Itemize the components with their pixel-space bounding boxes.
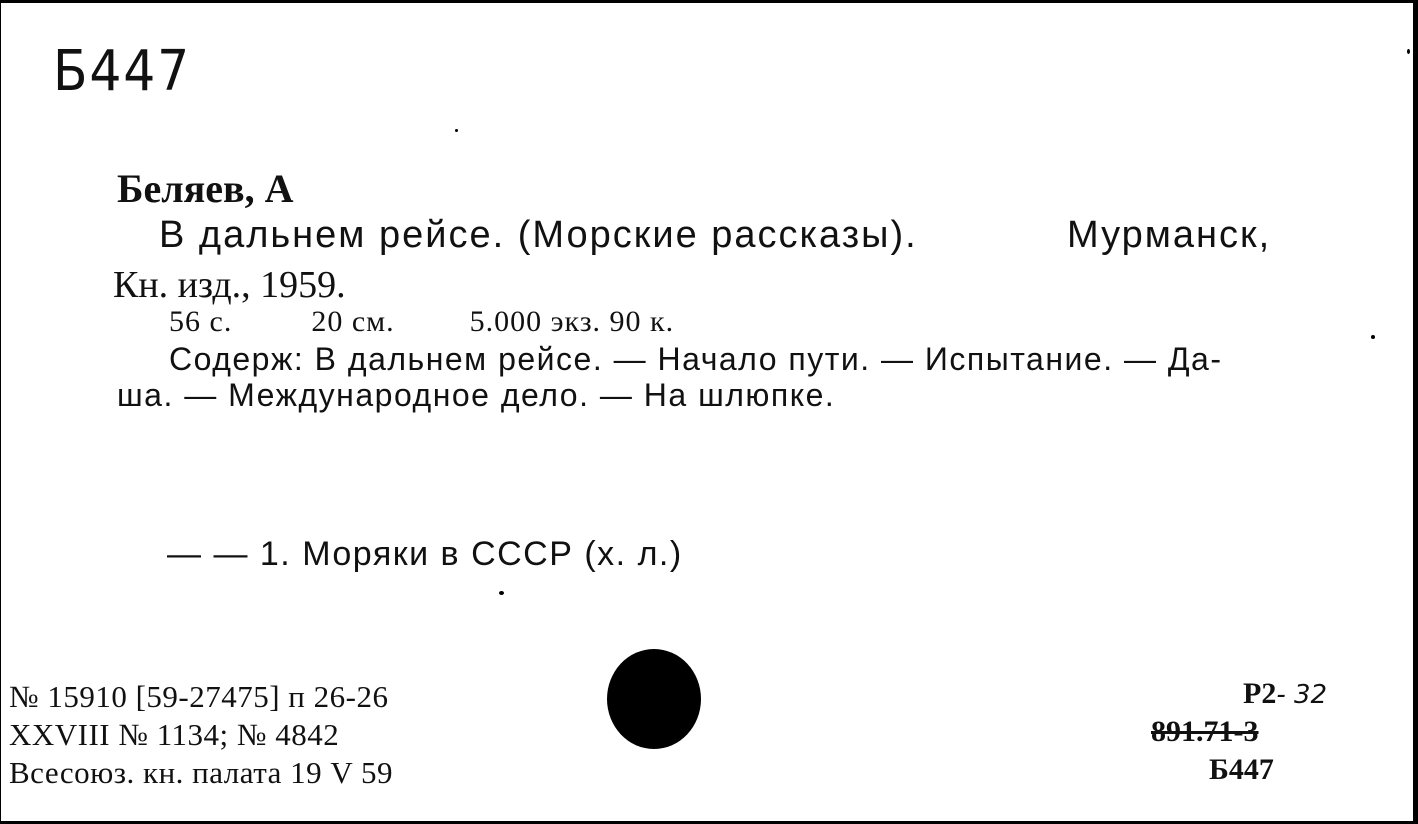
handwritten-call-number: Б447 — [53, 39, 191, 104]
punch-hole — [607, 649, 701, 749]
classification-code-3: Б447 — [1209, 753, 1274, 786]
speck — [499, 591, 504, 595]
speck — [1371, 335, 1375, 339]
publisher-line: Кн. изд., 1959. — [113, 264, 346, 306]
title-statement: В дальнем рейсе. (Морские рассказы). — [159, 214, 918, 256]
subject-heading: — — 1. Моряки в СССР (х. л.) — [167, 535, 683, 573]
classification-code-1-handwritten: - 32 — [1276, 680, 1328, 710]
size: 20 см. — [311, 305, 395, 338]
physical-description — [169, 305, 674, 339]
imprint-line-1: № 15910 [59-27475] п 26-26 — [9, 679, 389, 714]
publication-city: Мурманск, — [1067, 214, 1272, 256]
contents-note-line-1: Содерж: В дальнем рейсе. — Начало пути. — Испытание. — Да- — [169, 341, 1223, 377]
imprint-line-3: Всесоюз. кн. палата 19 V 59 — [9, 755, 393, 790]
contents-note-line-2: ша. — Международное дело. — На шлюпке. — [117, 377, 836, 413]
imprint-line-2: XXVIII № 1134; № 4842 — [9, 717, 340, 752]
classification-code-2-struck: 891.71-3 — [1151, 715, 1259, 748]
page-count: 56 с. — [169, 305, 233, 338]
speck — [455, 129, 458, 132]
copies-price: 5.000 экз. 90 к. — [469, 305, 675, 338]
speck — [1407, 49, 1410, 54]
classification-code-1-printed: Р2 — [1243, 677, 1277, 710]
author-heading: Беляев, А — [117, 166, 294, 211]
classification-code-1 — [1243, 677, 1327, 711]
